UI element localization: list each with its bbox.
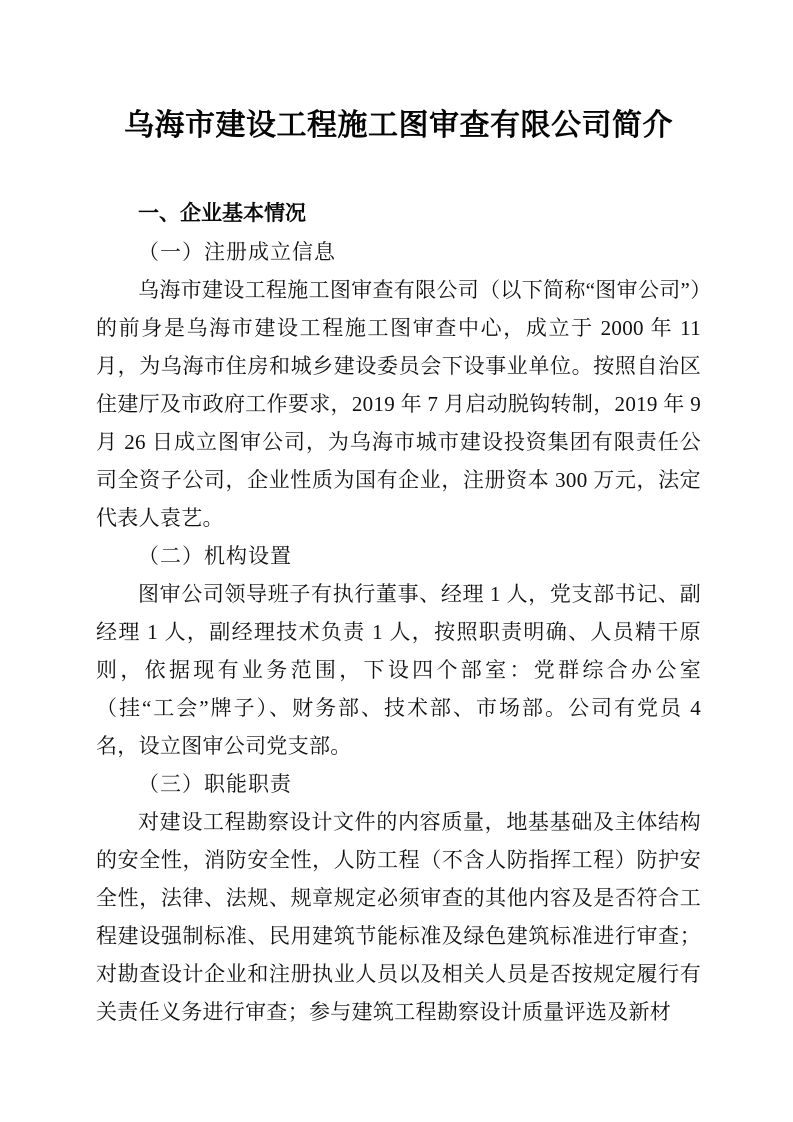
- subsection-heading-duties: （三）职能职责: [138, 772, 292, 796]
- document-content: [96, 195, 701, 1031]
- subsection-heading-organization: （二）机构设置: [138, 544, 292, 568]
- paragraph-organization: 图审公司领导班子有执行董事、经理 1 人，党支部书记、副经理 1 人，副经理技术负责 1 人，按照职责明确、人员精干原则，依据现有业务范围，下设四个部室：党群综合办公室（挂“工会”牌子）、财务部、技术部、市场部。公司有党员 4 名，设立图审公司党支部。: [96, 582, 701, 758]
- subsection-heading-registration: （一）注册成立信息: [138, 240, 336, 264]
- section-heading-basic-info: 一、企业基本情况: [138, 202, 306, 225]
- paragraph-registration: 乌海市建设工程施工图审查有限公司（以下简称“图审公司”）的前身是乌海市建设工程施工图审查中心，成立于 2000 年 11 月，为乌海市住房和城乡建设委员会下设事业单位。按照自治区住建厅及市政府工作要求，2019 年 7 月启动脱钩转制，2019 年 9 月 26 日成立图审公司，为乌海市城市建设投资集团有限责任公司全资子公司，企业性质为国有企业，注册资本 300 万元，法定代表人袁艺。: [96, 278, 701, 530]
- document-title: 乌海市建设工程施工图审查有限公司简介: [124, 109, 673, 142]
- paragraph-duties: 对建设工程勘察设计文件的内容质量，地基基础及主体结构的安全性，消防安全性，人防工程（不含人防指挥工程）防护安全性，法律、法规、规章规定必须审查的其他内容及是否符合工程建设强制标准、民用建筑节能标准及绿色建筑标准进行审查；对勘查设计企业和注册执业人员以及相关人员是否按规定履行有关责任义务进行审查；参与建筑工程勘察设计质量评选及新材: [96, 810, 701, 1024]
